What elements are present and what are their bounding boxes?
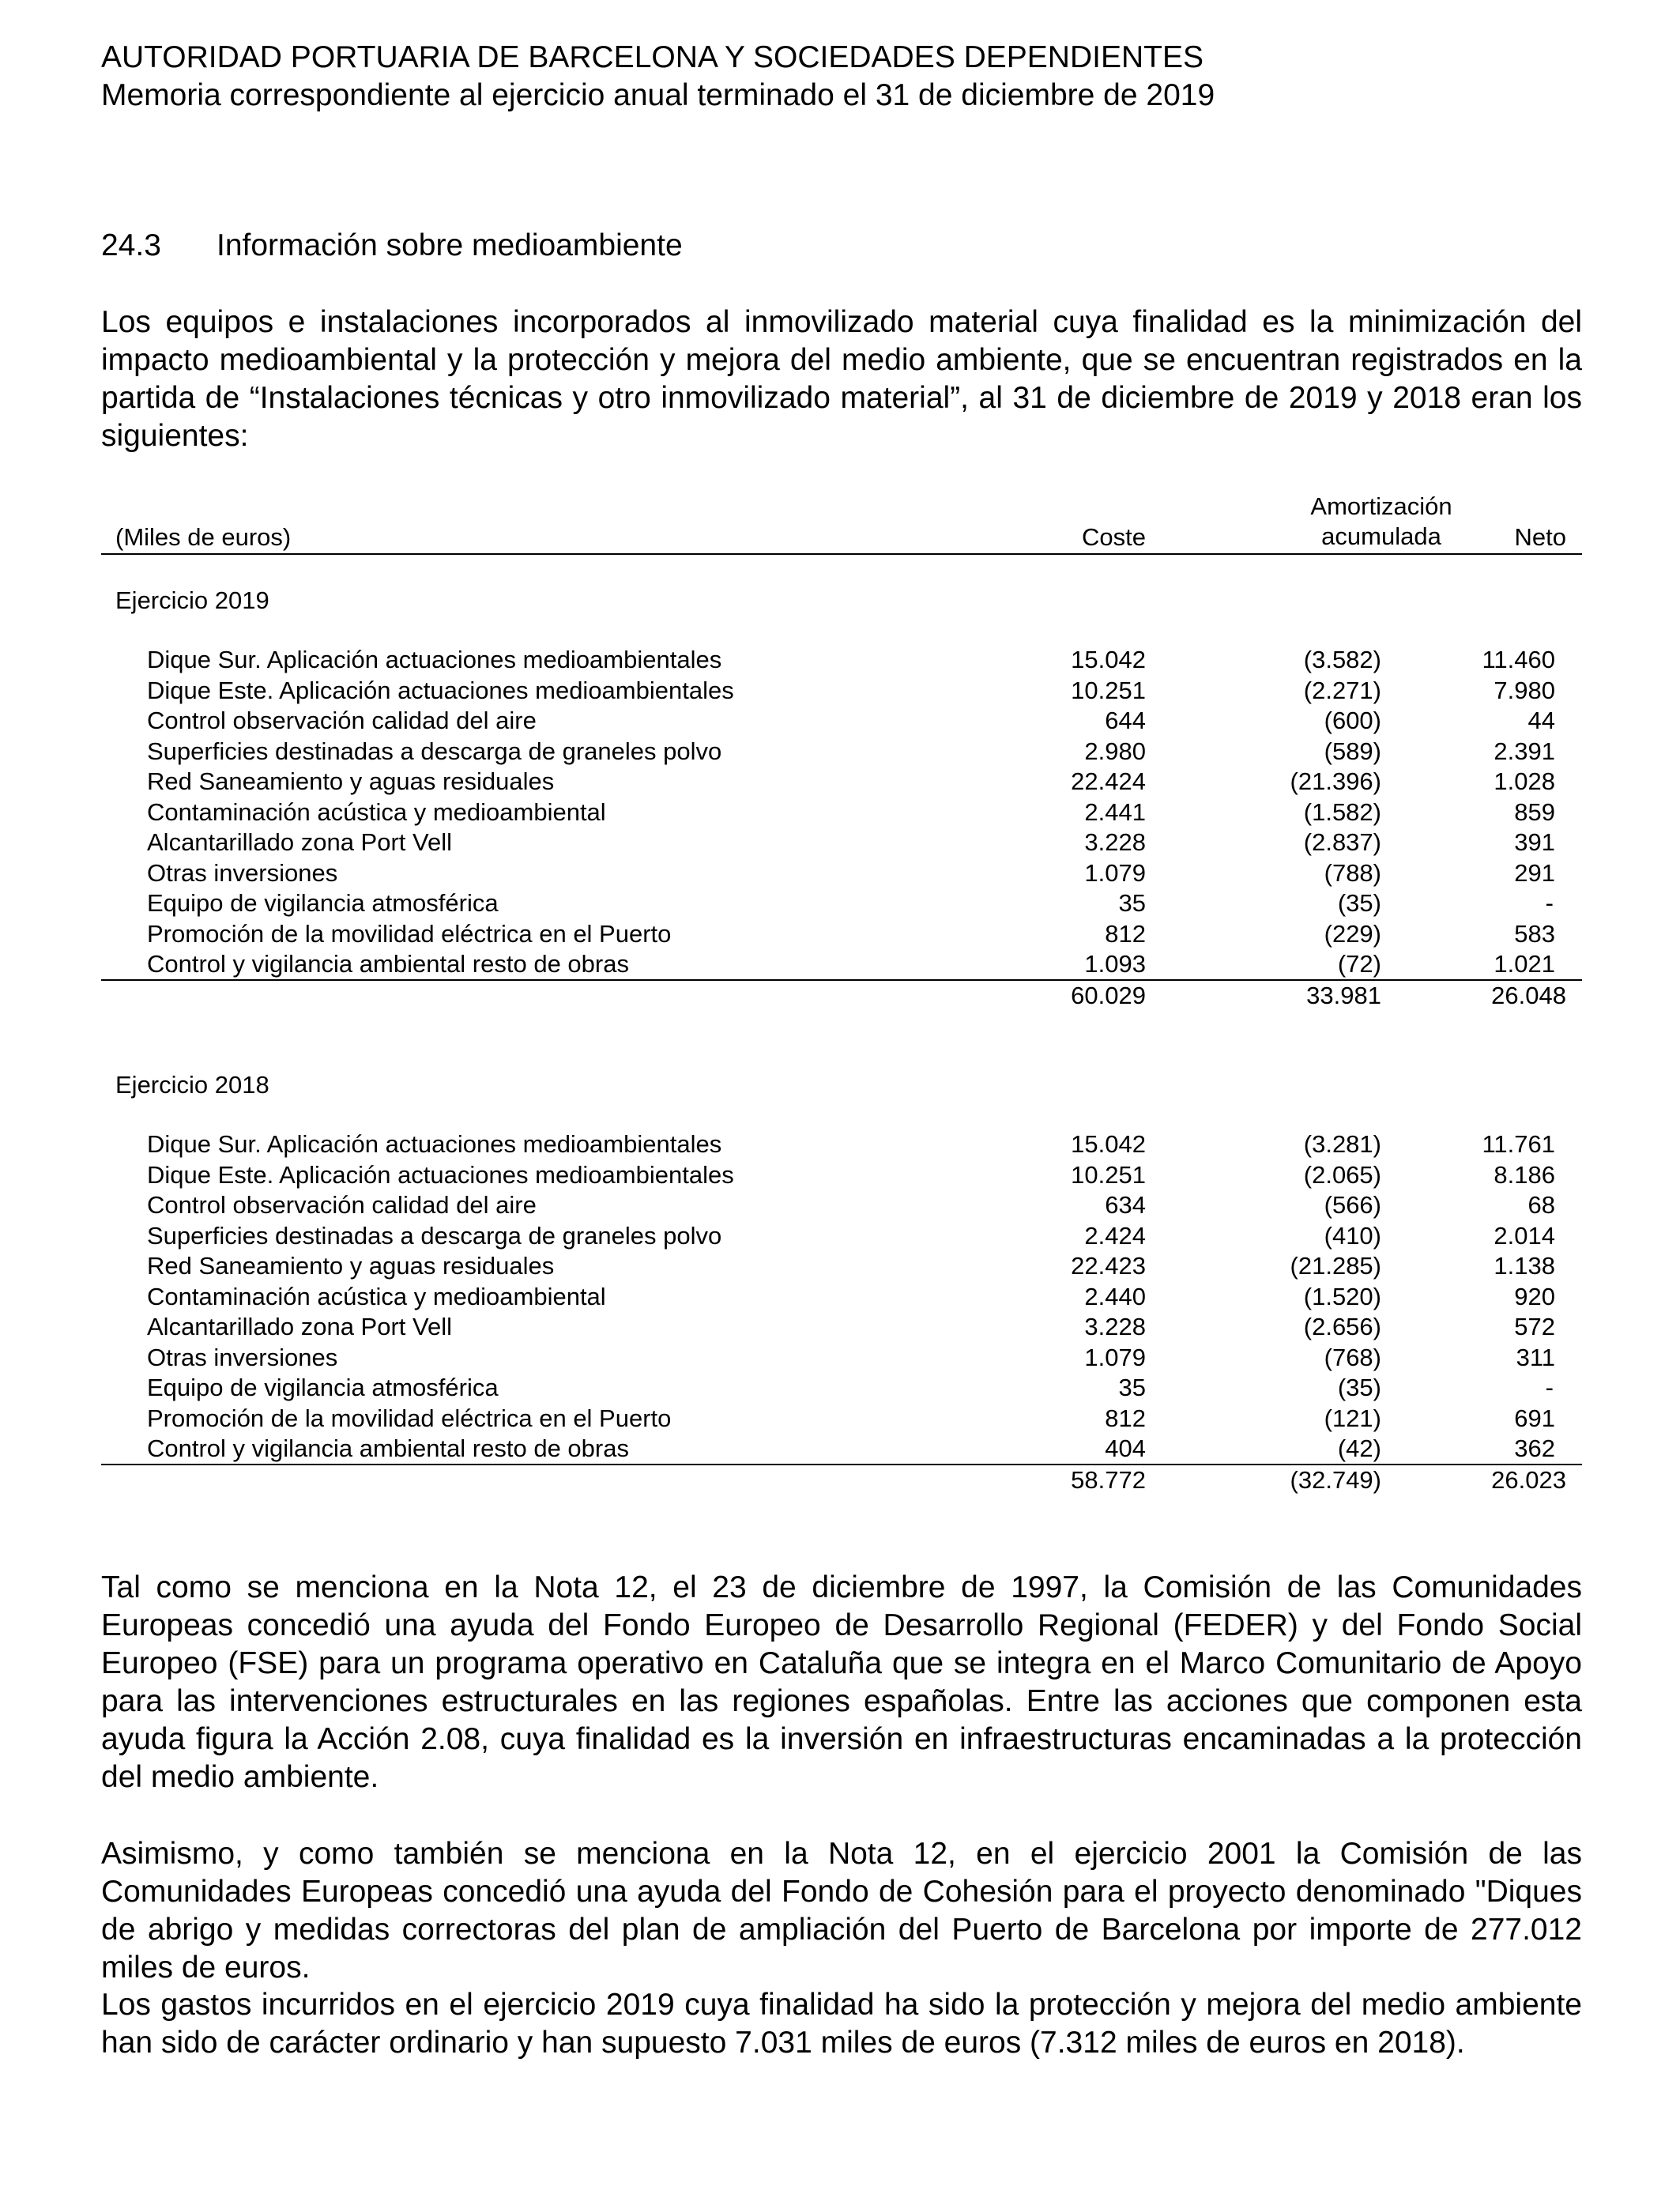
row-neto: 859 [1514,797,1555,826]
table-row [101,949,1582,980]
row-amort: (35) [1337,889,1381,917]
row-neto: 1.021 [1494,950,1555,978]
row-amort: (1.520) [1303,1282,1381,1310]
table-row [101,645,1582,676]
row-neto: 8.186 [1494,1160,1555,1189]
section-number: 24.3 [101,228,161,262]
table-row [101,1160,1582,1191]
row-neto: 1.138 [1494,1252,1555,1280]
row-neto: 2.014 [1494,1221,1555,1250]
row-coste: 2.424 [1084,1221,1146,1250]
row-label: Contaminación acústica y medioambiental [147,797,606,826]
row-amort: (566) [1324,1191,1381,1219]
table-row [101,1343,1582,1374]
row-label: Equipo de vigilancia atmosférica [147,1374,499,1401]
section-heading [101,228,683,264]
column-header-coste: Coste [1082,523,1146,551]
column-header-neto: Neto [1514,523,1566,551]
row-coste: 22.424 [1071,767,1146,795]
row-neto: - [1545,1374,1554,1401]
header-entity: AUTORIDAD PORTUARIA DE BARCELONA Y SOCIEDADES DEPENDIENTES [101,40,1203,74]
total-coste-2019: 60.029 [1071,982,1146,1009]
row-coste: 15.042 [1071,646,1146,673]
row-label: Promoción de la movilidad eléctrica en el Puerto [147,919,672,948]
row-label: Otras inversiones [147,1343,338,1371]
gastos-paragraph: Los gastos incurridos en el ejercicio 2019 cuya finalidad ha sido la protección y mejora del medio ambiente han sido de carácter ordinario y han supuesto 7.031 miles de euros (7.312 miles de euros en 2018). [101,1988,1582,2060]
row-label: Dique Sur. Aplicación actuaciones medioambientales [147,1130,722,1158]
table-row [101,676,1582,707]
row-amort: (1.582) [1303,797,1381,826]
row-amort: (3.281) [1303,1130,1381,1158]
header-subtitle: Memoria correspondiente al ejercicio anual terminado el 31 de diciembre de 2019 [101,78,1215,112]
rows-2018 [101,1129,1582,1465]
row-coste: 812 [1105,1404,1146,1432]
row-label: Red Saneamiento y aguas residuales [147,767,555,795]
row-coste: 3.228 [1084,1313,1146,1340]
row-coste: 812 [1105,919,1146,948]
row-neto: - [1545,889,1554,917]
column-header-amortizacion-line1: Amortización [1310,492,1452,520]
table-row [101,737,1582,767]
rows-2019 [101,645,1582,980]
row-coste: 634 [1105,1191,1146,1219]
row-amort: (35) [1337,1374,1381,1401]
table-header [101,490,1582,553]
row-neto: 691 [1514,1404,1555,1432]
row-neto: 920 [1514,1282,1555,1310]
row-amort: (410) [1324,1221,1381,1250]
column-header-amortizacion [1200,492,1563,552]
row-amort: (229) [1324,919,1381,948]
row-label: Alcantarillado zona Port Vell [147,828,453,856]
total-neto-2018: 26.023 [1491,1466,1566,1494]
row-coste: 404 [1105,1434,1146,1462]
row-label: Contaminación acústica y medioambiental [147,1282,606,1310]
table-row [101,1129,1582,1160]
row-label: Dique Sur. Aplicación actuaciones medioambientales [147,646,722,673]
row-label: Dique Este. Aplicación actuaciones medioambientales [147,676,734,704]
row-label: Red Saneamiento y aguas residuales [147,1252,555,1280]
row-neto: 311 [1516,1343,1555,1371]
row-amort: (42) [1337,1434,1381,1462]
row-coste: 10.251 [1071,1160,1146,1189]
row-coste: 35 [1118,889,1146,917]
row-coste: 35 [1118,1374,1146,1401]
table-row [101,1251,1582,1282]
row-amort: (2.271) [1303,676,1381,704]
row-neto: 11.761 [1482,1130,1555,1158]
row-amort: (2.065) [1303,1160,1381,1189]
row-amort: (2.837) [1303,828,1381,856]
row-label: Control observación calidad del aire [147,707,537,734]
row-neto: 291 [1514,858,1555,887]
row-neto: 7.980 [1494,676,1555,704]
row-neto: 44 [1527,707,1555,734]
row-amort: (600) [1324,707,1381,734]
year-title-2019: Ejercicio 2019 [115,586,269,614]
table-row [101,706,1582,737]
table-row [101,1434,1582,1465]
cohesion-paragraph: Asimismo, y como también se menciona en la Nota 12, en el ejercicio 2001 la Comisión de las Comunidades Europeas concedió una ayuda del Fondo de Cohesión para el proyecto denominado "Diques de abrigo y medidas correctoras del plan de ampliación del Puerto de Barcelona por importe de 277.012 miles de euros. [101,1837,1582,1985]
row-neto: 68 [1527,1191,1555,1219]
row-neto: 572 [1514,1313,1555,1340]
row-amort: (589) [1324,737,1381,765]
row-amort: (121) [1324,1404,1381,1432]
row-amort: (3.582) [1303,646,1381,673]
row-label: Otras inversiones [147,858,338,887]
row-coste: 2.980 [1084,737,1146,765]
row-coste: 1.079 [1084,1343,1146,1371]
table-row [101,1373,1582,1404]
total-coste-2018: 58.772 [1071,1466,1146,1494]
row-neto: 583 [1514,919,1555,948]
row-coste: 3.228 [1084,828,1146,856]
table-row [101,1404,1582,1434]
row-label: Superficies destinadas a descarga de graneles polvo [147,737,722,765]
intro-paragraph: Los equipos e instalaciones incorporados al inmovilizado material cuya finalidad es la minimización del impacto medioambiental y la protección y mejora del medio ambiente, que se encuentran registrados en la partida de “Instalaciones técnicas y otro inmovilizado material”, al 31 de diciembre de 2019 y 2018 eran los siguientes: [101,305,1582,453]
table-row [101,919,1582,950]
column-header-amortizacion-line2: acumulada [1321,522,1441,550]
row-coste: 22.423 [1071,1252,1146,1280]
table-row [101,1190,1582,1221]
row-label: Control y vigilancia ambiental resto de obras [147,950,629,978]
table-row [101,1221,1582,1252]
row-amort: (72) [1337,950,1381,978]
row-coste: 644 [1105,707,1146,734]
table-row [101,858,1582,889]
total-row-2018 [101,1465,1582,1496]
row-coste: 1.079 [1084,858,1146,887]
row-neto: 362 [1514,1434,1555,1462]
table-row [101,797,1582,828]
row-amort: (2.656) [1303,1313,1381,1340]
row-neto: 391 [1514,828,1555,856]
row-coste: 2.440 [1084,1282,1146,1310]
row-amort: (21.285) [1290,1252,1381,1280]
row-neto: 1.028 [1494,767,1555,795]
row-label: Dique Este. Aplicación actuaciones medioambientales [147,1160,734,1189]
row-label: Superficies destinadas a descarga de graneles polvo [147,1221,722,1250]
row-amort: (768) [1324,1343,1381,1371]
table-header-rule [101,553,1582,555]
total-row-2019 [101,980,1582,1012]
unit-label: (Miles de euros) [115,523,292,551]
total-amort-2018: (32.749) [1290,1466,1381,1494]
table-row [101,888,1582,919]
row-coste: 1.093 [1084,950,1146,978]
row-coste: 15.042 [1071,1130,1146,1158]
table-row [101,767,1582,797]
table-row [101,1282,1582,1313]
total-amort-2019: 33.981 [1306,982,1381,1009]
row-label: Promoción de la movilidad eléctrica en el Puerto [147,1404,672,1432]
section-title: Información sobre medioambiente [217,228,683,262]
row-label: Control y vigilancia ambiental resto de obras [147,1434,629,1462]
row-neto: 2.391 [1494,737,1555,765]
row-label: Alcantarillado zona Port Vell [147,1313,453,1340]
table-row [101,1312,1582,1343]
table-row [101,827,1582,858]
row-label: Equipo de vigilancia atmosférica [147,889,499,917]
row-coste: 10.251 [1071,676,1146,704]
total-neto-2019: 26.048 [1491,982,1566,1009]
row-label: Control observación calidad del aire [147,1191,537,1219]
row-amort: (788) [1324,858,1381,887]
row-coste: 2.441 [1084,797,1146,826]
feder-paragraph: Tal como se menciona en la Nota 12, el 23 de diciembre de 1997, la Comisión de las Comunidades Europeas concedió una ayuda del Fondo Europeo de Desarrollo Regional (FEDER) y del Fondo Social Europeo (FSE) para un programa operativo en Cataluña que se integra en el Marco Comunitario de Apoyo para las intervenciones estructurales en las regiones españolas. Entre las acciones que componen esta ayuda figura la Acción 2.08, cuya finalidad es la inversión en infraestructuras encaminadas a la protección del medio ambiente. [101,1570,1582,1794]
row-amort: (21.396) [1290,767,1381,795]
row-neto: 11.460 [1482,646,1555,673]
year-title-2018: Ejercicio 2018 [115,1071,269,1099]
